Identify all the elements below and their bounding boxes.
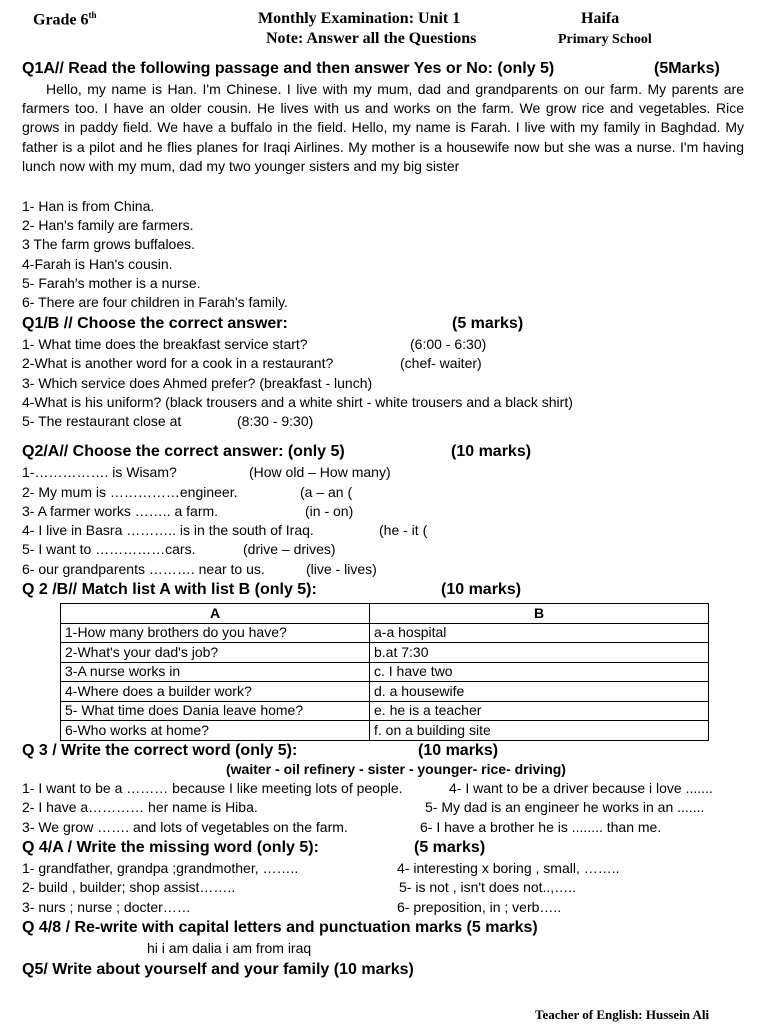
school-name: Haifa — [581, 10, 620, 27]
word-bank: (waiter - oil refinery - sister - younger- rice- driving) — [226, 761, 566, 777]
q2a-item: 1-……………. is Wisam? — [22, 464, 177, 480]
q2a-option: (a – an ( — [300, 484, 353, 500]
q3-item: 2- I have a………… her name is Hiba. — [22, 799, 258, 815]
q3-heading: Q 3 / Write the correct word (only 5): — [22, 742, 298, 759]
q1b-item: 2-What is another word for a cook in a restaurant? — [22, 355, 334, 371]
q1a-heading: Q1A// Read the following passage and then answer Yes or No: (only 5) — [22, 60, 555, 77]
q2a-item: 4- I live in Basra ……….. is in the south of Iraq. — [22, 522, 314, 538]
q1a-item: 3 The farm grows buffaloes. — [22, 236, 196, 252]
q2a-option: (How old – How many) — [249, 464, 391, 480]
list-a-cell: 3-A nurse works in — [61, 662, 370, 682]
q2a-item: 2- My mum is ……………engineer. — [22, 484, 238, 500]
table-row — [61, 623, 709, 643]
list-b-cell: e. he is a teacher — [370, 701, 709, 721]
table-header-row — [61, 604, 709, 624]
column-a-header: A — [61, 604, 370, 624]
q1b-item: 5- The restaurant close at — [22, 413, 182, 429]
q1a-marks: (5Marks) — [654, 60, 720, 77]
q1a-item: 2- Han's family are farmers. — [22, 217, 194, 233]
list-b-cell: b.at 7:30 — [370, 643, 709, 663]
teacher-signature: Teacher of English: Hussein Ali — [535, 1007, 710, 1022]
list-a-cell: 6-Who works at home? — [61, 721, 370, 741]
q1b-item: 1- What time does the breakfast service start? — [22, 336, 308, 352]
q3-item: 1- I want to be a ……… because I like meeting lots of people. — [22, 780, 403, 796]
q5-heading: Q5/ Write about yourself and your family (10 marks) — [22, 961, 414, 978]
list-b-cell: d. a housewife — [370, 682, 709, 702]
list-b-cell: c. I have two — [370, 662, 709, 682]
list-a-cell: 2-What's your dad's job? — [61, 643, 370, 663]
list-a-cell: 5- What time does Dania leave home? — [61, 701, 370, 721]
q2b-marks: (10 marks) — [441, 581, 522, 598]
q2a-option: (drive – drives) — [243, 541, 336, 557]
q2a-option: (in - on) — [305, 503, 354, 519]
match-table — [60, 603, 709, 741]
list-b-cell: a-a hospital — [370, 623, 709, 643]
q2a-marks: (10 marks) — [451, 443, 532, 460]
exam-note: Note: Answer all the Questions — [266, 30, 477, 47]
q4a-heading: Q 4/A / Write the missing word (only 5): — [22, 839, 319, 856]
q3-marks: (10 marks) — [418, 742, 499, 759]
q4a-item: 3- nurs ; nurse ; docter…… — [22, 899, 191, 915]
exam-title: Monthly Examination: Unit 1 — [258, 10, 461, 27]
q4a-marks: (5 marks) — [414, 839, 486, 856]
q1b-item: 3- Which service does Ahmed prefer? (breakfast - lunch) — [22, 375, 373, 391]
q1a-item: 4-Farah is Han's cousin. — [22, 256, 173, 272]
rewrite-sentence: hi i am dalia i am from iraq — [147, 940, 312, 956]
table-row — [61, 662, 709, 682]
q1a-item: 1- Han is from China. — [22, 198, 155, 214]
table-row — [61, 682, 709, 702]
reading-passage: Hello, my name is Han. I'm Chinese. I live with my mum, dad and grandparents on our farm. My parents are farmers too. I have an older cousin. He lives with us and works on the farm. We grow rice and vegetables. Rice grows in paddy field. We have a buffalo in the field. Hello, my name is Farah. I live with my family in Baghdad. My father is a pilot and he flies planes for Iraqi Airlines. My mother is a housewife now but she was a nurse. I'm having lunch now with my mum, dad my two younger sisters and my big sister — [22, 81, 744, 174]
column-b-header: B — [370, 604, 709, 624]
q1a-item: 6- There are four children in Farah's family. — [22, 294, 288, 310]
q1b-option: (6:00 - 6:30) — [410, 336, 487, 352]
school-subtitle: Primary School — [558, 32, 652, 47]
q1b-option: (chef- waiter) — [400, 355, 482, 371]
q4a-item: 5- is not , isn't does not..,….. — [399, 879, 576, 895]
q2b-heading: Q 2 /B// Match list A with list B (only 5): — [22, 581, 317, 598]
q4a-item: 1- grandfather, grandpa ;grandmother, …….. — [22, 860, 299, 876]
q1b-item: 4-What is his uniform? (black trousers and a white shirt - white trousers and a black shirt) — [22, 394, 573, 410]
q2a-item: 5- I want to ……………cars. — [22, 541, 196, 557]
q2a-option: (he - it ( — [379, 522, 428, 538]
list-a-cell: 4-Where does a builder work? — [61, 682, 370, 702]
q2a-option: (live - lives) — [306, 561, 377, 577]
q4a-item: 2- build , builder; shop assist…….. — [22, 879, 236, 895]
q48-heading: Q 4/8 / Re-write with capital letters and punctuation marks (5 marks) — [22, 919, 538, 936]
table-row — [61, 643, 709, 663]
table-row — [61, 721, 709, 741]
q1a-item: 5- Farah's mother is a nurse. — [22, 275, 201, 291]
q4a-item: 6- preposition, in ; verb….. — [397, 899, 562, 915]
q2a-item: 3- A farmer works …….. a farm. — [22, 503, 219, 519]
table-row — [61, 701, 709, 721]
q3-item: 3- We grow ……. and lots of vegetables on the farm. — [22, 819, 348, 835]
list-b-cell: f. on a building site — [370, 721, 709, 741]
q3-item: 4- I want to be a driver because i love ....... — [449, 780, 713, 796]
q2a-heading: Q2/A// Choose the correct answer: (only 5) — [22, 443, 345, 460]
grade-label: Grade 6th — [33, 10, 97, 29]
q3-item: 5- My dad is an engineer he works in an ....... — [425, 799, 705, 815]
q4a-item: 4- interesting x boring , small, …….. — [397, 860, 620, 876]
q2a-item: 6- our grandparents ………. near to us. — [22, 561, 265, 577]
list-a-cell: 1-How many brothers do you have? — [61, 623, 370, 643]
q1b-marks: (5 marks) — [452, 315, 524, 332]
q1b-heading: Q1/B // Choose the correct answer: — [22, 315, 288, 332]
q1b-option: (8:30 - 9:30) — [237, 413, 314, 429]
q3-item: 6- I have a brother he is ........ than me. — [420, 819, 662, 835]
